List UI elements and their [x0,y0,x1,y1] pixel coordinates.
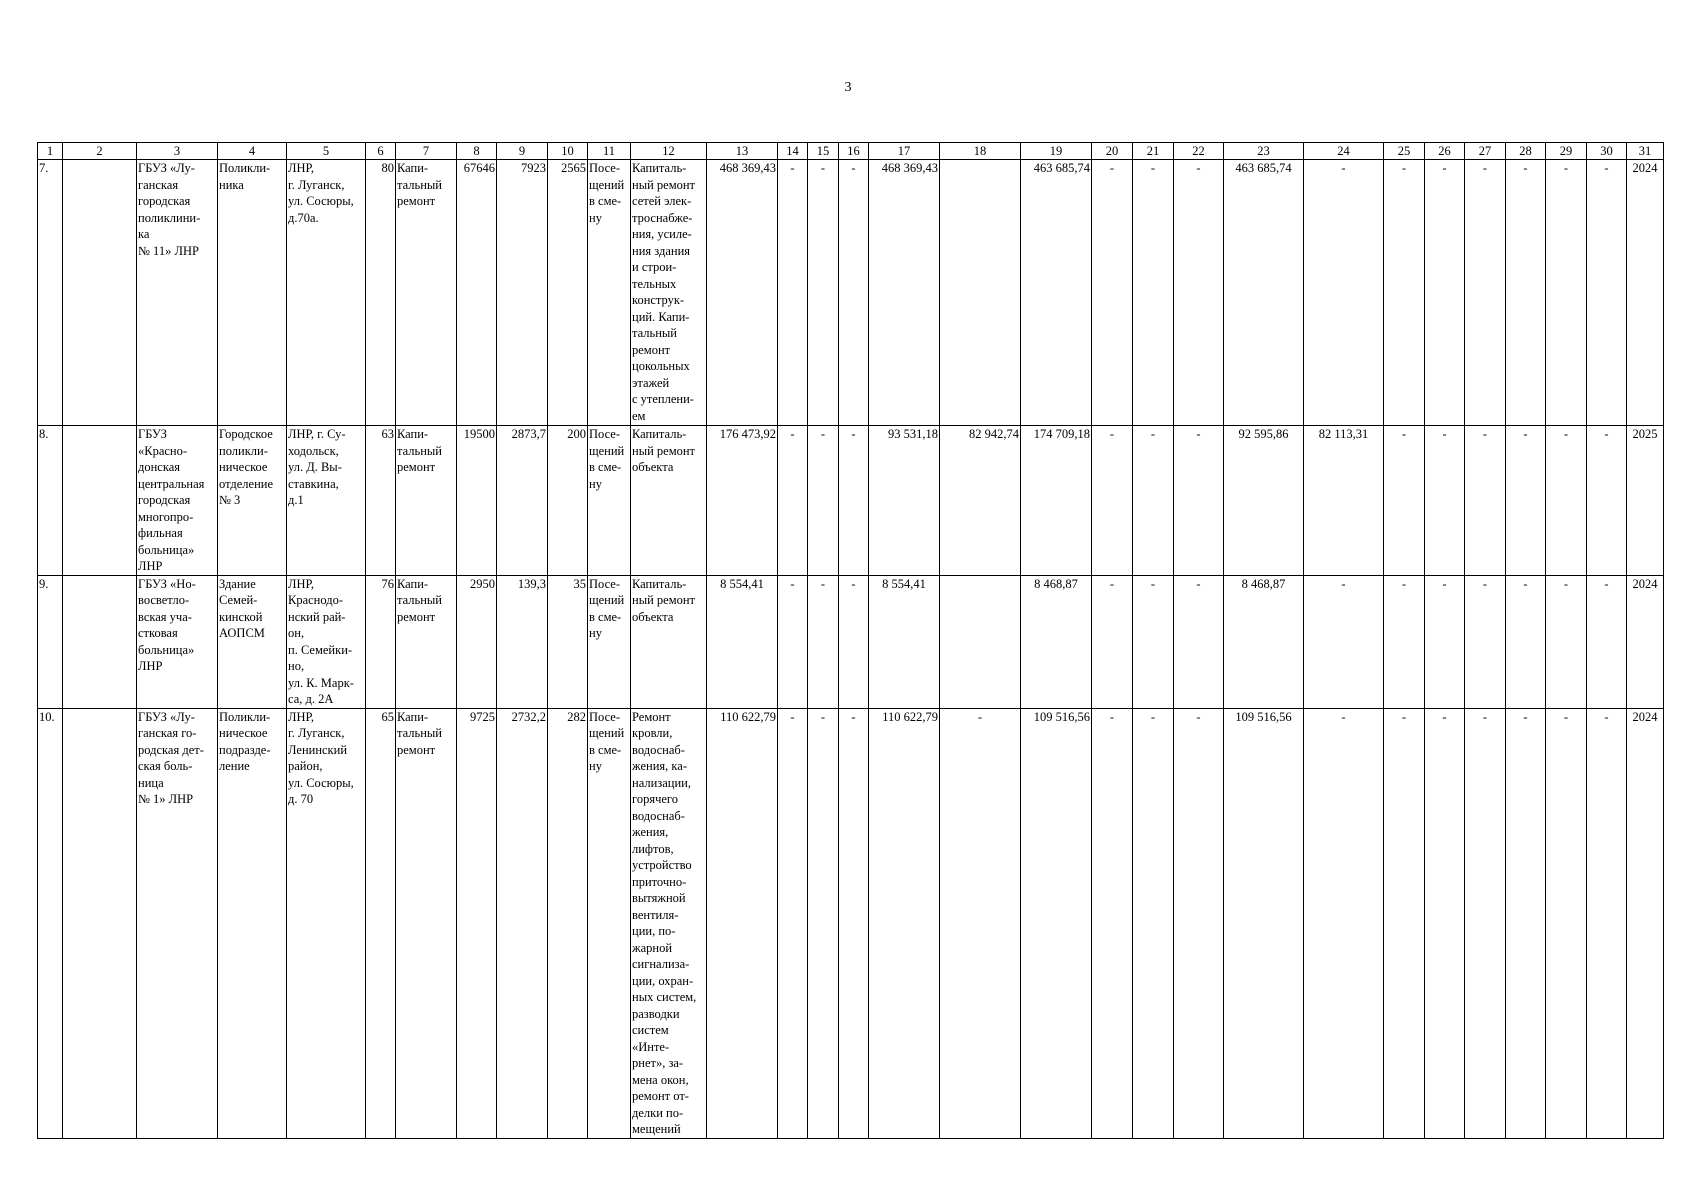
amount-cell: 468 369,43 [869,160,940,426]
table-cell: - [1546,160,1587,426]
table-cell: - [1506,708,1546,1138]
amount-cell: 110 622,79 [707,708,778,1138]
work-type-cell: Капи- тальный ремонт [396,708,457,1138]
col-header: 22 [1174,143,1224,160]
table-cell: - [1587,160,1627,426]
work-type-cell: Капи- тальный ремонт [396,575,457,708]
table-cell: - [1174,575,1224,708]
unit-cell: Посе- щений в сме- ну [588,426,631,576]
table-cell: - [1546,708,1587,1138]
work-type-cell: Капи- тальный ремонт [396,426,457,576]
amount-cell: 174 709,18 [1021,426,1092,576]
column-number-row [38,143,1664,160]
description-cell: Капиталь- ный ремонт объекта [631,426,707,576]
col-header: 7 [396,143,457,160]
table-cell [63,575,137,708]
table-cell: - [808,426,839,576]
table-cell: - [778,708,808,1138]
table-cell: - [1587,708,1627,1138]
table-cell: 80 [366,160,396,426]
table-cell: - [1506,160,1546,426]
table-cell: - [1174,708,1224,1138]
table-cell: 139,3 [497,575,548,708]
col-header: 27 [1465,143,1506,160]
table-cell: - [1587,426,1627,576]
amount-cell: 463 685,74 [1021,160,1092,426]
amount-cell: 8 468,87 [1021,575,1092,708]
table-cell: - [1425,160,1465,426]
table-cell: - [778,575,808,708]
col-header: 11 [588,143,631,160]
table-cell: 19500 [457,426,497,576]
col-header: 19 [1021,143,1092,160]
col-header: 30 [1587,143,1627,160]
col-header: 18 [940,143,1021,160]
table-cell: 65 [366,708,396,1138]
amount-cell: 110 622,79 [869,708,940,1138]
table-cell: - [1546,575,1587,708]
row-number: 9. [38,575,63,708]
table-cell: - [1174,426,1224,576]
table-cell: - [1465,160,1506,426]
table-cell: - [778,160,808,426]
amount-cell: 92 595,86 [1224,426,1304,576]
col-header: 1 [38,143,63,160]
col-header: 8 [457,143,497,160]
amount-cell: 463 685,74 [1224,160,1304,426]
col-header: 17 [869,143,940,160]
amount-cell: - [1304,575,1384,708]
table-cell: 7923 [497,160,548,426]
table-cell: - [808,708,839,1138]
table-cell: 200 [548,426,588,576]
col-header: 3 [137,143,218,160]
institution-cell: ГБУЗ «Лу- ганская городская поликлини- ка № 11» ЛНР [137,160,218,426]
col-header: 15 [808,143,839,160]
table-cell: - [839,575,869,708]
table-cell: - [1506,575,1546,708]
document-table [37,142,1664,1139]
col-header: 25 [1384,143,1425,160]
table-cell: - [1133,575,1174,708]
col-header: 10 [548,143,588,160]
col-header: 13 [707,143,778,160]
table-cell: - [1546,426,1587,576]
table-cell: - [1384,426,1425,576]
table-row [38,160,1664,426]
table-cell: - [839,426,869,576]
amount-cell: 8 468,87 [1224,575,1304,708]
table-cell: - [1384,160,1425,426]
table-cell: - [1506,426,1546,576]
amount-cell: 8 554,41 [707,575,778,708]
table-row [38,426,1664,576]
amount-cell: 176 473,92 [707,426,778,576]
table-row [38,708,1664,1138]
col-header: 16 [839,143,869,160]
institution-cell: ГБУЗ «Но- восветло- вская уча- стковая больница» ЛНР [137,575,218,708]
table-cell: - [1465,708,1506,1138]
col-header: 12 [631,143,707,160]
col-header: 14 [778,143,808,160]
address-cell: ЛНР, г. Луганск, Ленинский район, ул. Сосюры, д. 70 [287,708,366,1138]
table-cell: - [1425,708,1465,1138]
amount-cell: 468 369,43 [707,160,778,426]
page-number: 3 [844,80,852,95]
table-cell [63,708,137,1138]
amount-cell: - [1304,708,1384,1138]
amount-cell [940,160,1021,426]
col-header: 31 [1627,143,1664,160]
table-cell: - [1092,708,1133,1138]
amount-cell: - [1304,160,1384,426]
table-cell: - [1465,426,1506,576]
table-cell [63,426,137,576]
work-type-cell: Капи- тальный ремонт [396,160,457,426]
year-cell: 2024 [1627,160,1664,426]
table-cell: - [1384,708,1425,1138]
col-header: 5 [287,143,366,160]
institution-cell: ГБУЗ «Красно- донская центральная городская многопро- фильная больница» ЛНР [137,426,218,576]
unit-cell: Посе- щений в сме- ну [588,160,631,426]
col-header: 4 [218,143,287,160]
table-cell: - [1092,575,1133,708]
amount-cell: 82 942,74 [940,426,1021,576]
col-header: 6 [366,143,396,160]
table-cell: 2950 [457,575,497,708]
year-cell: 2024 [1627,575,1664,708]
description-cell: Ремонт кровли, водоснаб- жения, ка- нализации, горячего водоснаб- жения, лифтов, устройство приточно- вытяжной вентиля- ции, по- жарной сигнализа- ции, охран- ных систем, разводки систем «Инте- рнет», за- мена окон, ремонт от- делки по- мещений [631,708,707,1138]
amount-cell: 109 516,56 [1021,708,1092,1138]
amount-cell [940,575,1021,708]
amount-cell: 93 531,18 [869,426,940,576]
table-cell: - [808,160,839,426]
col-header: 29 [1546,143,1587,160]
table-cell: - [1384,575,1425,708]
table-cell: 2565 [548,160,588,426]
table-cell: 2873,7 [497,426,548,576]
amount-cell: 82 113,31 [1304,426,1384,576]
table-cell: - [1133,708,1174,1138]
facility-cell: Поликли- ническое подразде- ление [218,708,287,1138]
unit-cell: Посе- щений в сме- ну [588,708,631,1138]
table-cell: - [1133,426,1174,576]
facility-cell: Городское поликли- ническое отделение № 3 [218,426,287,576]
table-cell: - [1425,575,1465,708]
row-number: 7. [38,160,63,426]
table-cell: - [1425,426,1465,576]
table-cell: - [808,575,839,708]
table-cell: - [778,426,808,576]
table-cell: - [1174,160,1224,426]
col-header: 21 [1133,143,1174,160]
table-cell [63,160,137,426]
description-cell: Капиталь- ный ремонт сетей элек- троснабже- ния, усиле- ния здания и строи- тельных конструк- ций. Капи- тальный ремонт цокольных этажей с утеплени- ем [631,160,707,426]
year-cell: 2025 [1627,426,1664,576]
table-cell: - [1092,160,1133,426]
amount-cell: 8 554,41 [869,575,940,708]
table-cell: 9725 [457,708,497,1138]
col-header: 28 [1506,143,1546,160]
table-cell: 67646 [457,160,497,426]
table-cell: - [1587,575,1627,708]
address-cell: ЛНР, г. Су- ходольск, ул. Д. Вы- ставкина, д.1 [287,426,366,576]
description-cell: Капиталь- ный ремонт объекта [631,575,707,708]
table-cell: 35 [548,575,588,708]
row-number: 8. [38,426,63,576]
address-cell: ЛНР, г. Луганск, ул. Сосюры, д.70а. [287,160,366,426]
facility-cell: Здание Семей- кинской АОПСМ [218,575,287,708]
amount-cell: 109 516,56 [1224,708,1304,1138]
year-cell: 2024 [1627,708,1664,1138]
institution-cell: ГБУЗ «Лу- ганская го- родская дет- ская боль- ница № 1» ЛНР [137,708,218,1138]
table-cell: - [1465,575,1506,708]
table-cell: 282 [548,708,588,1138]
table-cell: 2732,2 [497,708,548,1138]
table-cell: 76 [366,575,396,708]
table-row [38,575,1664,708]
table-cell: - [1133,160,1174,426]
col-header: 2 [63,143,137,160]
address-cell: ЛНР, Краснодо- нский рай- он, п. Семейки- но, ул. К. Марк- са, д. 2А [287,575,366,708]
amount-cell: - [940,708,1021,1138]
row-number: 10. [38,708,63,1138]
table-cell: - [1092,426,1133,576]
table-cell: - [839,160,869,426]
facility-cell: Поликли- ника [218,160,287,426]
col-header: 9 [497,143,548,160]
table-cell: - [839,708,869,1138]
table-cell: 63 [366,426,396,576]
col-header: 23 [1224,143,1304,160]
col-header: 26 [1425,143,1465,160]
col-header: 20 [1092,143,1133,160]
col-header: 24 [1304,143,1384,160]
unit-cell: Посе- щений в сме- ну [588,575,631,708]
